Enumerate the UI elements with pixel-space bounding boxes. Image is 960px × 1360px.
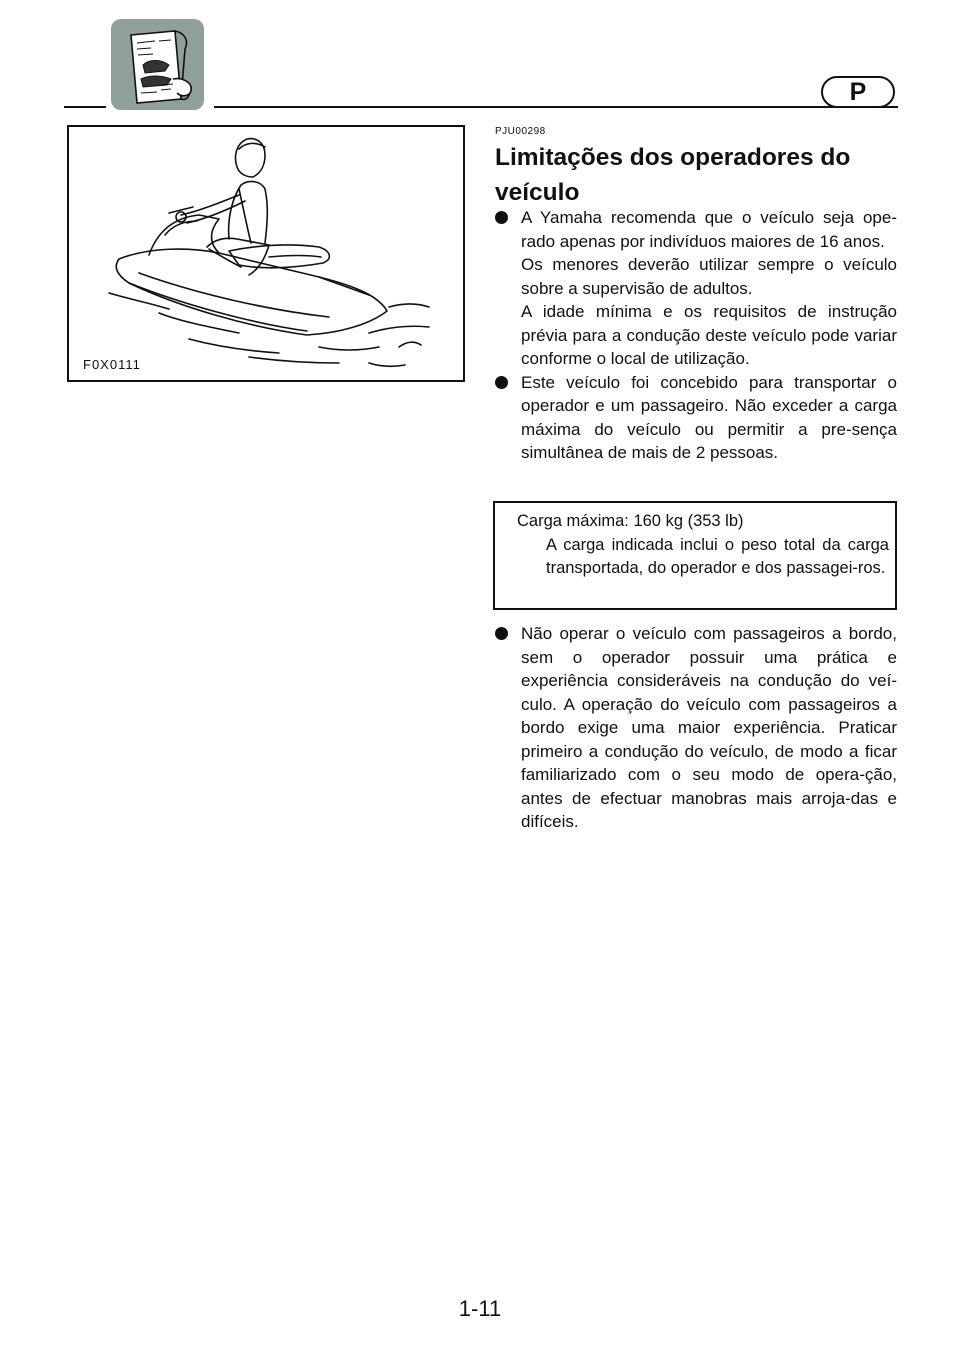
header-rule-right — [214, 106, 898, 108]
spec-note: A carga indicada inclui o peso total da carga transportada, do operador e dos passagei-ros. — [546, 535, 889, 577]
figure-code: F0X0111 — [83, 357, 141, 372]
bullet-icon — [495, 627, 508, 640]
section-title-line2: veículo — [495, 179, 580, 206]
bullet-icon — [495, 211, 508, 224]
list-item — [495, 371, 897, 465]
paragraph: Não operar o veículo com passageiros a bordo, sem o operador possuir uma prática e experiência consideráveis na condução do veí-culo. A operação do veículo com passageiros a bordo exige uma maior experiência. Praticar primeiro a condução do veículo, de modo a ficar familiarizado com o seu modo de opera-ção, antes de efectuar manobras mais arroja-das e difíceis. — [521, 624, 897, 831]
paragraph: Este veículo foi concebido para transportar o operador e um passageiro. Não exceder a carga máxima do veículo ou permitir a pre-sença simultânea de mais de 2 pessoas. — [521, 372, 897, 462]
section-ref-code: PJU00298 — [495, 126, 546, 137]
owner-manual-icon — [111, 19, 204, 110]
bullet-list-2 — [495, 622, 897, 834]
section-title — [495, 140, 897, 210]
language-badge: P — [821, 76, 895, 108]
spec-label: Carga máxima: 160 kg (353 lb) — [517, 512, 744, 530]
personal-watercraft-rider-illustration — [69, 127, 463, 380]
max-load-spec-box — [493, 501, 897, 610]
bullet-list-1 — [495, 206, 897, 465]
figure-watercraft — [67, 125, 465, 382]
bullet-icon — [495, 376, 508, 389]
paragraph: A Yamaha recomenda que o veículo seja ope-rado apenas por indivíduos maiores de 16 anos. — [521, 208, 897, 251]
paragraph: A idade mínima e os requisitos de instrução prévia para a condução deste veículo pode variar conforme o local de utilização. — [521, 302, 897, 368]
header-rule-left — [64, 106, 106, 108]
section-title-line1: Limitações dos operadores do — [495, 144, 851, 171]
paragraph: Os menores deverão utilizar sempre o veículo sobre a supervisão de adultos. — [521, 255, 897, 298]
list-item — [495, 622, 897, 834]
page-number: 1-11 — [458, 1296, 502, 1321]
list-item — [495, 206, 897, 371]
